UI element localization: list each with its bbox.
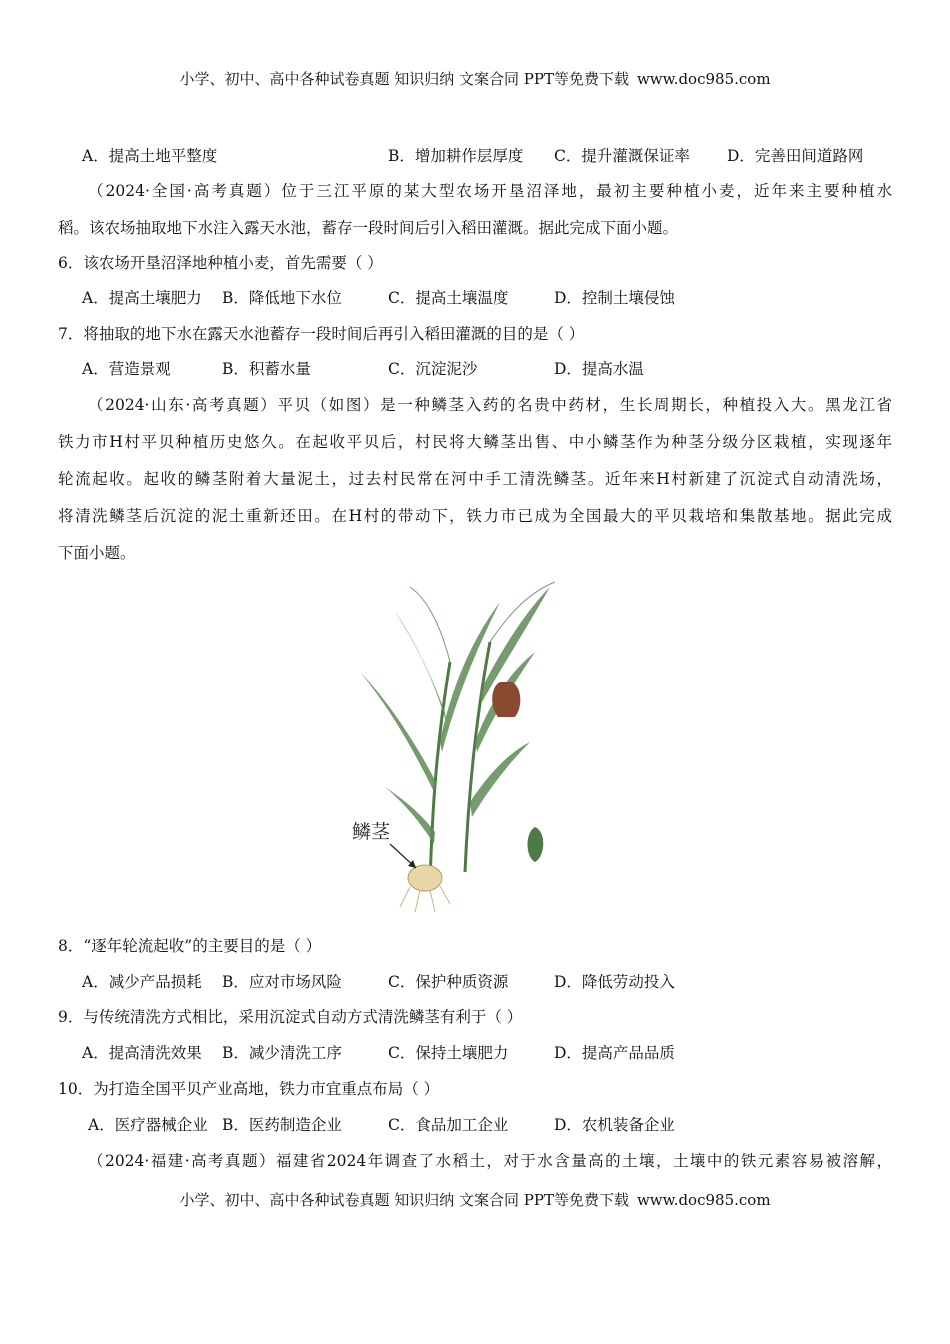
q7-option-a: A．营造景观 — [82, 360, 171, 378]
q5-option-b: B．增加耕作层厚度 — [388, 147, 524, 165]
q6-option-b: B．降低地下水位 — [222, 289, 342, 307]
fritillaria-illustration — [340, 572, 570, 917]
q5-option-d: D．完善田间道路网 — [727, 147, 864, 165]
q9-option-c: C．保持土壤肥力 — [388, 1044, 509, 1062]
q6-option-a: A．提高土壤肥力 — [82, 289, 202, 307]
footer-text: 小学、初中、高中各种试卷真题 知识归纳 文案合同 PPT等免费下载 — [179, 1191, 629, 1209]
q10-option-c: C．食品加工企业 — [388, 1116, 509, 1134]
passage-2-line: 铁力市H村平贝种植历史悠久。在起收平贝后，村民将大鳞茎出售、中小鳞茎作为种茎分级分区栽植，实现逐年 — [58, 433, 892, 451]
q9-option-b: B．减少清洗工序 — [222, 1044, 342, 1062]
page-header — [0, 69, 950, 89]
flower — [492, 682, 520, 717]
plant-drawing — [340, 572, 570, 917]
q7-option-c: C．沉淀泥沙 — [388, 360, 478, 378]
passage-2-line: 下面小题。 — [58, 544, 136, 562]
passage-3-line: （2024·福建·高考真题）福建省2024年调查了水稻土，对于水含量高的土壤，土壤中的铁元素容易被溶解， — [88, 1152, 892, 1170]
q5-option-a: A．提高土地平整度 — [82, 147, 218, 165]
q8-option-a: A．减少产品损耗 — [82, 973, 202, 991]
seed-pod — [528, 827, 544, 862]
bulb — [408, 865, 442, 891]
q7-option-b: B．积蓄水量 — [222, 360, 311, 378]
q7-option-d: D．提高水温 — [554, 360, 644, 378]
passage-1-line: 稻。该农场抽取地下水注入露天水池，蓄存一段时间后引入稻田灌溉。据此完成下面小题。 — [58, 219, 679, 237]
passage-2-line: 将清洗鳞茎后沉淀的泥土重新还田。在H村的带动下，铁力市已成为全国最大的平贝栽培和集散基地。据此完成 — [58, 507, 892, 525]
q8-option-b: B．应对市场风险 — [222, 973, 342, 991]
q5-option-c: C．提升灌溉保证率 — [554, 147, 690, 165]
stem — [430, 662, 450, 882]
question-8-stem: 8．“逐年轮流起收”的主要目的是（ ） — [58, 937, 322, 955]
q10-option-d: D．农机装备企业 — [554, 1116, 675, 1134]
page-footer — [0, 1190, 950, 1210]
header-text: 小学、初中、高中各种试卷真题 知识归纳 文案合同 PPT等免费下载 — [179, 70, 629, 88]
q8-option-d: D．降低劳动投入 — [554, 973, 675, 991]
question-9-stem: 9．与传统清洗方式相比，采用沉淀式自动方式清洗鳞茎有利于（ ） — [58, 1008, 523, 1026]
q8-option-c: C．保护种质资源 — [388, 973, 509, 991]
header-url[interactable]: www.doc985.com — [636, 70, 771, 88]
q6-option-c: C．提高土壤温度 — [388, 289, 509, 307]
q6-option-d: D．控制土壤侵蚀 — [554, 289, 675, 307]
passage-2-line: 轮流起收。起收的鳞茎附着大量泥土，过去村民常在河中手工清洗鳞茎。近年来H村新建了沉淀式自动清洗场， — [58, 470, 892, 488]
passage-1-line: （2024·全国·高考真题）位于三江平原的某大型农场开垦沼泽地，最初主要种植小麦，近年来主要种植水 — [88, 182, 892, 200]
question-6-stem: 6．该农场开垦沼泽地种植小麦，首先需要（ ） — [58, 254, 383, 272]
passage-2-line: （2024·山东·高考真题）平贝（如图）是一种鳞茎入药的名贵中药材，生长周期长，种植投入大。黑龙江省 — [88, 396, 892, 414]
q10-option-a: A．医疗器械企业 — [88, 1116, 208, 1134]
question-10-stem: 10．为打造全国平贝产业高地，铁力市宜重点布局（ ） — [58, 1080, 440, 1098]
footer-url[interactable]: www.doc985.com — [636, 1191, 771, 1209]
q9-option-a: A．提高清洗效果 — [82, 1044, 202, 1062]
q9-option-d: D．提高产品品质 — [554, 1044, 675, 1062]
q10-option-b: B．医药制造企业 — [222, 1116, 342, 1134]
bulb-label: 鳞茎 — [352, 821, 391, 843]
question-7-stem: 7．将抽取的地下水在露天水池蓄存一段时间后再引入稻田灌溉的目的是（ ） — [58, 325, 585, 343]
